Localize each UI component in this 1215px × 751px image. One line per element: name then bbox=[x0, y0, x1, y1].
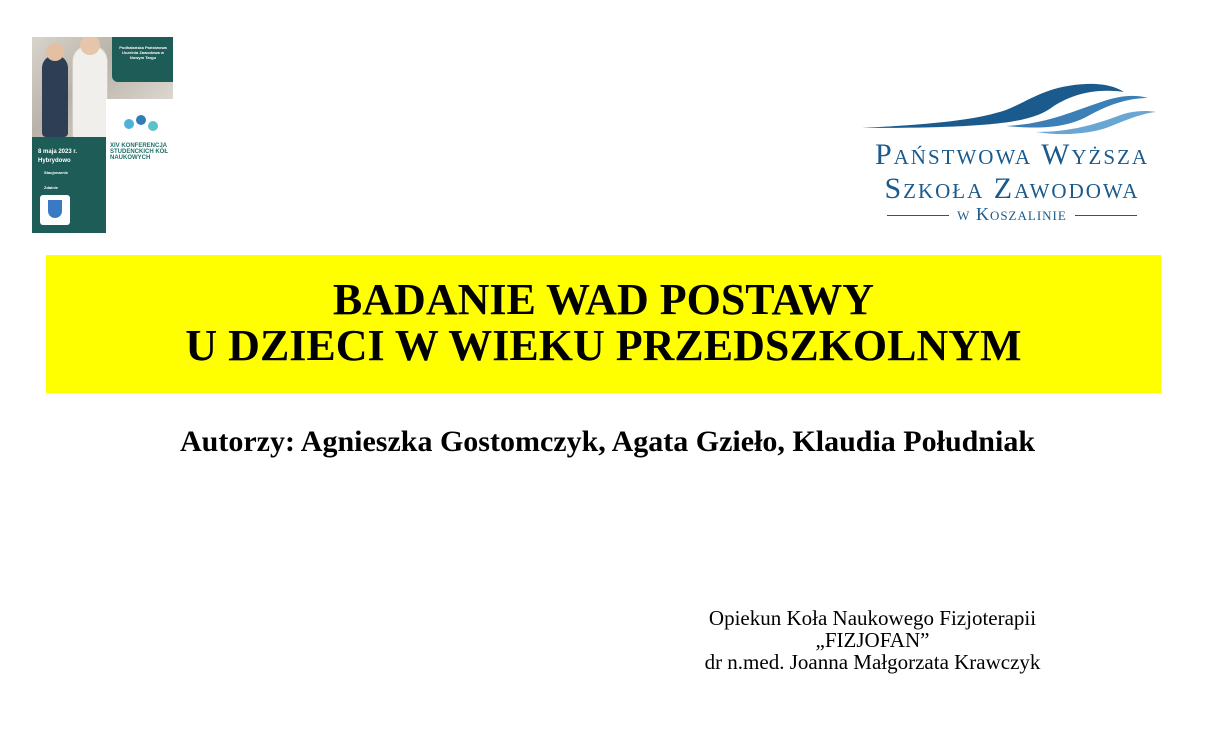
poster-mode: Hybrydowo bbox=[38, 158, 71, 164]
advisor-line-3: dr n.med. Joanna Małgorzata Krawczyk bbox=[704, 650, 1041, 674]
poster-conference-title: XIV KONFERENCJA STUDENCKICH KÓŁ NAUKOWYCH bbox=[110, 143, 168, 161]
title-line-2: U DZIECI W WIEKU PRZEDSZKOLNYM bbox=[185, 321, 1022, 370]
advisor-block bbox=[640, 607, 1105, 673]
poster-remote: Zdalnie bbox=[44, 185, 59, 190]
poster-stationary: Stacjonarnie bbox=[44, 170, 69, 175]
logo-waves-icon bbox=[856, 80, 1168, 140]
logo-line-1: Państwowa Wyższa bbox=[874, 138, 1150, 171]
poster-person-left-head bbox=[46, 43, 64, 61]
poster-person-left bbox=[42, 55, 68, 137]
advisor-line-1: Opiekun Koła Naukowego Fizjoterapii bbox=[708, 606, 1037, 630]
conference-poster-thumbnail bbox=[32, 37, 173, 233]
poster-person-right bbox=[72, 45, 108, 139]
university-logo bbox=[856, 80, 1168, 230]
poster-header: Podhalańska Państwowa Uczelnia Zawodowa w Nowym Targu bbox=[119, 45, 167, 60]
logo-line-3-wrapper bbox=[856, 204, 1168, 225]
logo-line-3: w Koszalinie bbox=[957, 204, 1067, 224]
advisor-line-2: „FIZJOFAN” bbox=[815, 628, 930, 652]
authors-line: Autorzy: Agnieszka Gostomczyk, Agata Gzieło, Klaudia Południak bbox=[179, 425, 1036, 458]
poster-date: 8 maja 2023 r. bbox=[38, 149, 78, 155]
poster-graphic bbox=[124, 115, 164, 135]
logo-line-2: Szkoła Zawodowa bbox=[884, 172, 1140, 205]
poster-header-box bbox=[112, 37, 173, 82]
title-line-1: BADANIE WAD POSTAWY bbox=[332, 275, 875, 324]
poster-crest bbox=[40, 195, 70, 225]
title-banner bbox=[46, 255, 1161, 393]
